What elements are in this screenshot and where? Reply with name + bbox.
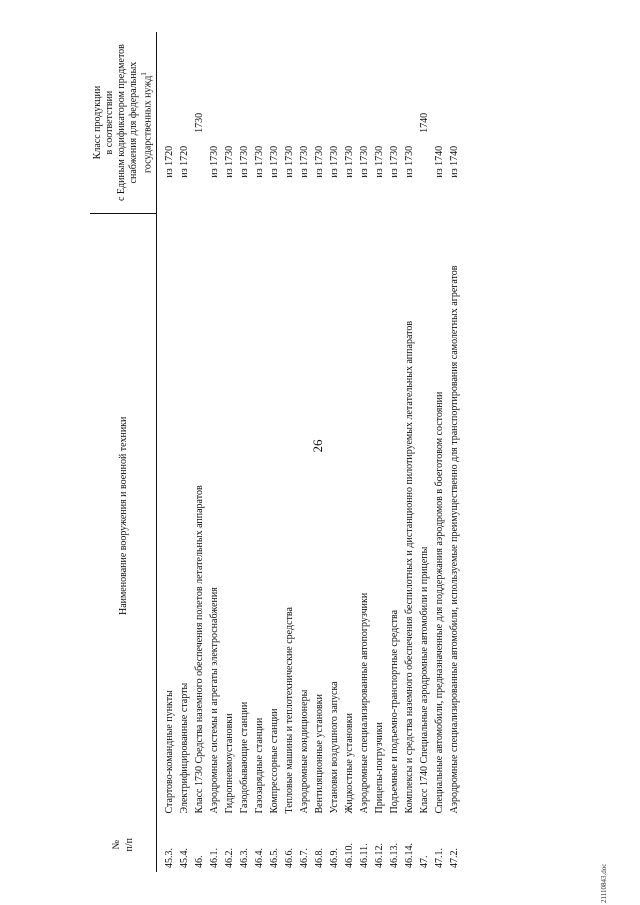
row-name: Электрифицированные старты bbox=[179, 682, 191, 814]
row-num: 46.11. bbox=[359, 843, 371, 868]
row-num: 45.3. bbox=[164, 848, 176, 868]
rotated-table-wrapper bbox=[90, 32, 550, 872]
row-name: Жидкостные установки bbox=[344, 713, 356, 814]
row-num: 46. bbox=[194, 855, 206, 868]
row-num: 46.12. bbox=[374, 843, 386, 868]
page-number: 26 bbox=[310, 439, 325, 453]
row-class: из 1730 bbox=[329, 145, 341, 178]
row-class: из 1740 bbox=[449, 145, 461, 178]
row-class: из 1720 bbox=[179, 145, 191, 178]
row-num: 46.7. bbox=[299, 848, 311, 868]
row-class: из 1730 bbox=[314, 145, 326, 178]
table-row bbox=[268, 32, 283, 872]
table-row bbox=[433, 32, 448, 872]
row-num: 46.13. bbox=[389, 843, 401, 868]
row-name: Установки воздушного запуска bbox=[329, 681, 341, 814]
row-class: из 1730 bbox=[239, 145, 251, 178]
row-name: Класс 1730 Средства наземного обеспечения полетов летательных аппаратов bbox=[194, 485, 206, 814]
row-class: из 1730 bbox=[404, 145, 416, 178]
table-row bbox=[238, 32, 253, 872]
weapons-class-table bbox=[90, 32, 463, 872]
row-name: Подъемные и подъемно-транспортные средства bbox=[389, 609, 401, 814]
row-name: Вентиляционные установки bbox=[314, 694, 326, 814]
row-class: 1740 bbox=[419, 112, 431, 133]
table-row bbox=[208, 32, 223, 872]
row-class: из 1730 bbox=[344, 145, 356, 178]
table-row bbox=[373, 32, 388, 872]
footer-filename: 21110843.doc bbox=[600, 863, 608, 903]
row-num: 46.14. bbox=[404, 843, 416, 868]
table-row bbox=[178, 32, 193, 872]
row-num: 46.9. bbox=[329, 848, 341, 868]
table-row bbox=[298, 32, 313, 872]
row-class: из 1730 bbox=[269, 145, 281, 178]
row-num: 46.1. bbox=[209, 848, 221, 868]
row-name: Компрессорные станции bbox=[269, 708, 281, 814]
row-class: из 1730 bbox=[374, 145, 386, 178]
table-row bbox=[157, 32, 179, 872]
header-class bbox=[90, 32, 157, 214]
row-name: Специальные автомобили, предназначенные для поддержания аэродромов в боеготовом состоянии bbox=[434, 391, 446, 814]
table-row bbox=[328, 32, 343, 872]
header-class-line: Класс продукции bbox=[92, 85, 103, 160]
row-num: 46.3. bbox=[239, 848, 251, 868]
row-class: из 1730 bbox=[359, 145, 371, 178]
row-name: Аэродромные системы и агрегаты электроснабжения bbox=[209, 587, 221, 814]
header-class-line: снабжения для федеральных bbox=[128, 61, 139, 184]
row-name: Класс 1740 Специальные аэродромные автомобили и прицепы bbox=[419, 546, 431, 814]
header-class-line: с Единым кодификатором предметов bbox=[116, 44, 127, 202]
row-class: из 1740 bbox=[434, 145, 446, 178]
table-row bbox=[313, 32, 328, 872]
footnote-mark: 1 bbox=[140, 72, 148, 76]
row-num: 47.1. bbox=[434, 848, 446, 868]
table-row bbox=[223, 32, 238, 872]
row-name: Стартово-командные пункты bbox=[164, 690, 176, 814]
row-class: из 1730 bbox=[254, 145, 266, 178]
row-name: Прицепы-погрузчики bbox=[374, 722, 386, 814]
table-row bbox=[403, 32, 418, 872]
row-class: из 1730 bbox=[224, 145, 236, 178]
row-name: Комплексы и средства наземного обеспечения беспилотных и дистанционно пилотируемых летательных аппаратов bbox=[404, 320, 416, 814]
row-name: Аэродромные специализированные автомобили, используемые преимущественно для транспортирования самолетных агрегатов bbox=[449, 265, 461, 814]
row-name: Гидропневмоустановки bbox=[224, 713, 236, 814]
table-row bbox=[193, 32, 208, 872]
row-name: Газодобывающие станции bbox=[239, 701, 251, 814]
row-name: Тепловые машины и теплотехнические средства bbox=[284, 607, 296, 814]
row-num: 45.4. bbox=[179, 848, 191, 868]
row-num: 46.6. bbox=[284, 848, 296, 868]
table-row bbox=[283, 32, 298, 872]
table-row bbox=[253, 32, 268, 872]
row-num: 46.10. bbox=[344, 843, 356, 868]
row-class: 1730 bbox=[194, 112, 206, 133]
row-num: 46.2. bbox=[224, 848, 236, 868]
row-class: из 1730 bbox=[209, 145, 221, 178]
row-name: Аэродромные кондиционеры bbox=[299, 689, 311, 814]
table-row bbox=[448, 32, 463, 872]
row-num: 47.2. bbox=[449, 848, 461, 868]
table-row bbox=[358, 32, 373, 872]
header-class-line: в соответствии bbox=[104, 90, 115, 155]
table-header-row bbox=[90, 32, 157, 872]
row-name: Аэродромные специализированные автопогрузчики bbox=[359, 592, 371, 814]
header-class-line: государственных нужд$^1$ bbox=[140, 72, 154, 173]
row-num: 46.8. bbox=[314, 848, 326, 868]
row-num: 46.5. bbox=[269, 848, 281, 868]
row-num: 47. bbox=[419, 855, 431, 868]
row-class: из 1730 bbox=[389, 145, 401, 178]
header-num: № п/п bbox=[111, 838, 136, 852]
row-class: из 1720 bbox=[164, 145, 176, 178]
table-row bbox=[388, 32, 403, 872]
row-num: 46.4. bbox=[254, 848, 266, 868]
row-class: из 1730 bbox=[284, 145, 296, 178]
header-name: Наименование вооружения и военной техники bbox=[117, 416, 129, 616]
row-class: из 1730 bbox=[299, 145, 311, 178]
table-row bbox=[418, 32, 433, 872]
table-row bbox=[343, 32, 358, 872]
row-name: Газозарядные станции bbox=[254, 717, 266, 814]
